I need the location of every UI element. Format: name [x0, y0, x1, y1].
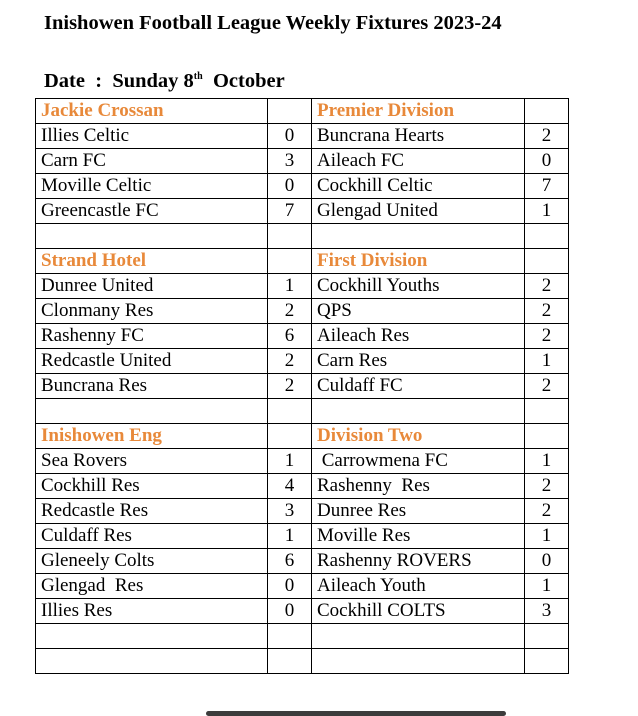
home-score: 1	[268, 274, 312, 299]
league-left-header: Strand Hotel	[36, 249, 268, 274]
away-score: 3	[525, 599, 569, 624]
fixture-row	[36, 124, 569, 149]
fixture-row	[36, 624, 569, 649]
away-team	[312, 624, 525, 649]
away-score	[525, 649, 569, 674]
home-team: Redcastle Res	[36, 499, 268, 524]
empty-cell	[525, 424, 569, 449]
fixture-row	[36, 224, 569, 249]
home-team	[36, 224, 268, 249]
away-score: 1	[525, 349, 569, 374]
away-team: Culdaff FC	[312, 374, 525, 399]
away-team: Dunree Res	[312, 499, 525, 524]
fixture-row	[36, 524, 569, 549]
home-score	[268, 624, 312, 649]
home-score: 2	[268, 374, 312, 399]
home-team: Redcastle United	[36, 349, 268, 374]
fixtures-table	[35, 98, 569, 674]
fixture-row	[36, 199, 569, 224]
home-score	[268, 224, 312, 249]
home-team: Rashenny FC	[36, 324, 268, 349]
home-team: Sea Rovers	[36, 449, 268, 474]
home-team	[36, 399, 268, 424]
away-score: 2	[525, 274, 569, 299]
away-team: Rashenny ROVERS	[312, 549, 525, 574]
page-title: Inishowen Football League Weekly Fixtures 2023-24	[44, 12, 502, 34]
away-score: 0	[525, 549, 569, 574]
home-team: Culdaff Res	[36, 524, 268, 549]
league-right-header: First Division	[312, 249, 525, 274]
away-score: 2	[525, 124, 569, 149]
home-team	[36, 649, 268, 674]
empty-cell	[525, 99, 569, 124]
home-score: 3	[268, 149, 312, 174]
empty-cell	[268, 424, 312, 449]
fixture-row	[36, 349, 569, 374]
league-left-header: Inishowen Eng	[36, 424, 268, 449]
fixture-row	[36, 149, 569, 174]
away-score	[525, 224, 569, 249]
away-score: 2	[525, 324, 569, 349]
home-team: Greencastle FC	[36, 199, 268, 224]
away-team: Carrowmena FC	[312, 449, 525, 474]
away-score: 2	[525, 499, 569, 524]
league-right-header: Division Two	[312, 424, 525, 449]
fixture-date	[44, 70, 285, 93]
home-score: 0	[268, 574, 312, 599]
fixture-row	[36, 499, 569, 524]
empty-cell	[268, 249, 312, 274]
home-score: 6	[268, 549, 312, 574]
league-left-header: Jackie Crossan	[36, 99, 268, 124]
fixture-row	[36, 549, 569, 574]
fixture-row	[36, 449, 569, 474]
home-team: Dunree United	[36, 274, 268, 299]
away-team	[312, 224, 525, 249]
away-team: Rashenny Res	[312, 474, 525, 499]
away-team	[312, 649, 525, 674]
fixture-row	[36, 399, 569, 424]
fixture-row	[36, 374, 569, 399]
league-right-header: Premier Division	[312, 99, 525, 124]
fixture-row	[36, 174, 569, 199]
home-team: Buncrana Res	[36, 374, 268, 399]
home-score: 0	[268, 174, 312, 199]
fixture-row	[36, 274, 569, 299]
home-score: 3	[268, 499, 312, 524]
away-score: 2	[525, 374, 569, 399]
home-score: 1	[268, 449, 312, 474]
section-header-row	[36, 424, 569, 449]
fixture-row	[36, 649, 569, 674]
home-score: 2	[268, 299, 312, 324]
home-team: Moville Celtic	[36, 174, 268, 199]
away-score: 1	[525, 449, 569, 474]
horizontal-scrollbar[interactable]	[206, 711, 506, 716]
away-score: 1	[525, 574, 569, 599]
home-score: 7	[268, 199, 312, 224]
home-score	[268, 399, 312, 424]
away-team: Aileach FC	[312, 149, 525, 174]
home-team: Cockhill Res	[36, 474, 268, 499]
home-score: 0	[268, 124, 312, 149]
empty-cell	[268, 99, 312, 124]
home-team: Illies Res	[36, 599, 268, 624]
section-header-row	[36, 99, 569, 124]
fixture-row	[36, 574, 569, 599]
away-score: 2	[525, 474, 569, 499]
away-team: Aileach Youth	[312, 574, 525, 599]
away-score: 2	[525, 299, 569, 324]
away-score: 7	[525, 174, 569, 199]
home-team: Gleneely Colts	[36, 549, 268, 574]
home-team: Illies Celtic	[36, 124, 268, 149]
away-score	[525, 624, 569, 649]
fixture-row	[36, 474, 569, 499]
away-team: Cockhill Celtic	[312, 174, 525, 199]
date-label: Date :	[44, 70, 113, 92]
home-team: Glengad Res	[36, 574, 268, 599]
home-team: Clonmany Res	[36, 299, 268, 324]
home-score: 2	[268, 349, 312, 374]
home-team: Carn FC	[36, 149, 268, 174]
home-team	[36, 624, 268, 649]
away-team: Cockhill Youths	[312, 274, 525, 299]
away-score: 0	[525, 149, 569, 174]
away-team: Moville Res	[312, 524, 525, 549]
away-team: Glengad United	[312, 199, 525, 224]
date-suffix: th	[193, 71, 203, 83]
fixture-row	[36, 324, 569, 349]
away-team	[312, 399, 525, 424]
away-score	[525, 399, 569, 424]
home-score: 4	[268, 474, 312, 499]
home-score: 0	[268, 599, 312, 624]
away-team: Cockhill COLTS	[312, 599, 525, 624]
away-team: QPS	[312, 299, 525, 324]
home-score: 6	[268, 324, 312, 349]
fixture-row	[36, 599, 569, 624]
away-team: Carn Res	[312, 349, 525, 374]
away-team: Aileach Res	[312, 324, 525, 349]
section-header-row	[36, 249, 569, 274]
date-month: October	[212, 70, 285, 92]
home-score	[268, 649, 312, 674]
away-score: 1	[525, 199, 569, 224]
away-score: 1	[525, 524, 569, 549]
fixtures-body	[36, 99, 569, 674]
empty-cell	[525, 249, 569, 274]
home-score: 1	[268, 524, 312, 549]
away-team: Buncrana Hearts	[312, 124, 525, 149]
date-day: Sunday 8	[112, 70, 194, 92]
fixture-row	[36, 299, 569, 324]
